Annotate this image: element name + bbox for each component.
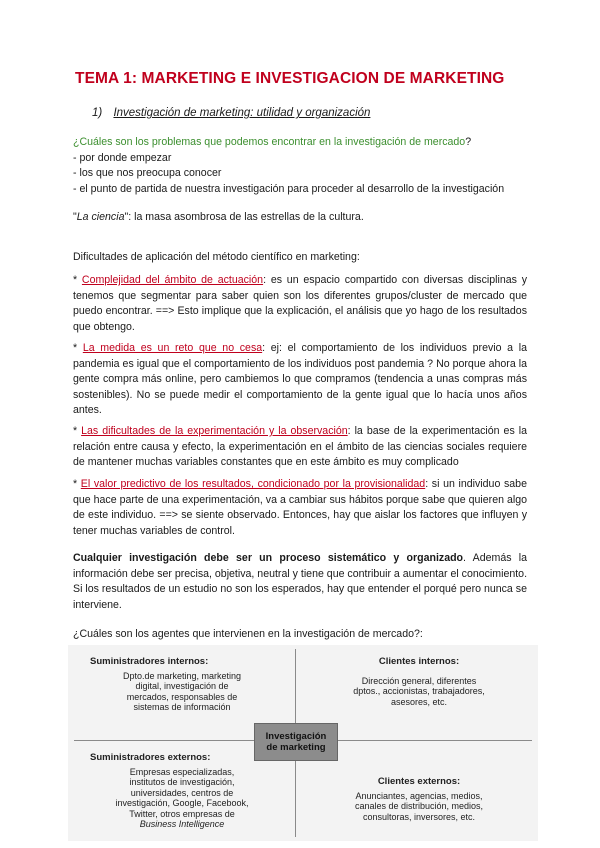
agents-question: ¿Cuáles son los agentes que intervienen en la investigación de mercado?:	[73, 628, 423, 640]
conclusion-bold: Cualquier investigación debe ser un proceso sistemático y organizado	[73, 552, 464, 564]
difficulty-label: El valor predictivo de los resultados, condicionado por la provisionalidad	[80, 478, 426, 490]
difficulty-label: La medida es un reto que no cesa	[82, 342, 263, 354]
center-node: Investigación de marketing	[254, 723, 338, 761]
science-definition: "La ciencia": la masa asombrosa de las estrellas de la cultura.	[73, 211, 364, 223]
section-title: Investigación de marketing: utilidad y organización	[113, 107, 371, 119]
external-suppliers: Suministradores externos: Empresas especializadas, institutos de investigación, universidades, centros de investigación, Google, Facebook, Twitter, otros empresas de Business Intelligence	[90, 752, 249, 829]
internal-clients: Clientes internos: Dirección general, diferentes dptos., accionistas, trabajadores, asesores, etc.	[353, 656, 485, 707]
difficulty-item: * Las dificultades de la experimentación y la observación: la base de la experimentación es la relación entre causa y efecto, la experimentación en el ámbito de las ciencias sociales requiere de mantener muchas variables constantes que en este ámbito es muy complicado	[73, 425, 527, 468]
difficulty-label: Las dificultades de la experimentación y la observación	[81, 425, 348, 437]
bullet-line: - el punto de partida de nuestra investigación para proceder al desarrollo de la investigación	[73, 182, 505, 195]
science-term: La ciencia	[76, 211, 125, 223]
page-title: TEMA 1: MARKETING E INVESTIGACION DE MARKETING	[75, 70, 505, 87]
difficulty-item: * Complejidad del ámbito de actuación: es un espacio compartido con diversas disciplinas y tenemos que segmentar para saber quien son los diferentes grupos/cluster de mercado que puedo encontrar. ==> Esto implique que la explicación, el análisis que yo hago de los resultados que obtengo.	[73, 274, 527, 333]
difficulty-label: Complejidad del ámbito de actuación	[81, 274, 264, 286]
difficulty-item: * La medida es un reto que no cesa: ej: el comportamiento de los individuos previo a la pandemia es igual que el comportamiento de los individuos post pandemia ? No porque ahora la gente compra más online, pero cambiemos lo que compramos (tendencia a unas compras más sostenibles). No se puede medir el comportamiento de la gente igual que lo hacía unos años antes.	[73, 342, 527, 416]
internal-suppliers: Suministradores internos: Dpto.de marketing, marketing digital, investigación de mercados, responsables de sistemas de información	[90, 656, 242, 712]
external-clients: Clientes externos: Anunciantes, agencias, medios, canales de distribución, medios, consultoras, inversores, etc.	[354, 776, 484, 822]
question-text: ¿Cuáles son los problemas que podemos encontrar en la investigación de mercado	[73, 136, 466, 148]
question-block	[73, 135, 527, 197]
section-number: 1)	[92, 107, 103, 119]
question-mark: ?	[465, 136, 472, 148]
conclusion-paragraph: Cualquier investigación debe ser un proceso sistemático y organizado. Además la información debe ser precisa, objetiva, neutral y tiene que contribuir a aumentar el conocimiento. Si los resultados de un estudio no son los esperados, hay que entender el porqué pero nunca se interviene.	[73, 552, 528, 611]
agents-diagram	[68, 645, 538, 841]
difficulties-intro: Dificultades de aplicación del método científico en marketing:	[73, 251, 360, 263]
bullet-line: - por donde empezar	[73, 151, 172, 164]
section-heading	[92, 107, 370, 119]
bullet-line: - los que nos preocupa conocer	[73, 167, 222, 179]
difficulty-item: * El valor predictivo de los resultados, condicionado por la provisionalidad: si un individuo sabe que hace parte de una experimentación, va a cambiar sus hábitos porque sabe que quieren algo de este individuo. ==> se siente observado. Entonces, hay que aislar los factores que influyen y tener muchas variables de control.	[73, 478, 527, 537]
